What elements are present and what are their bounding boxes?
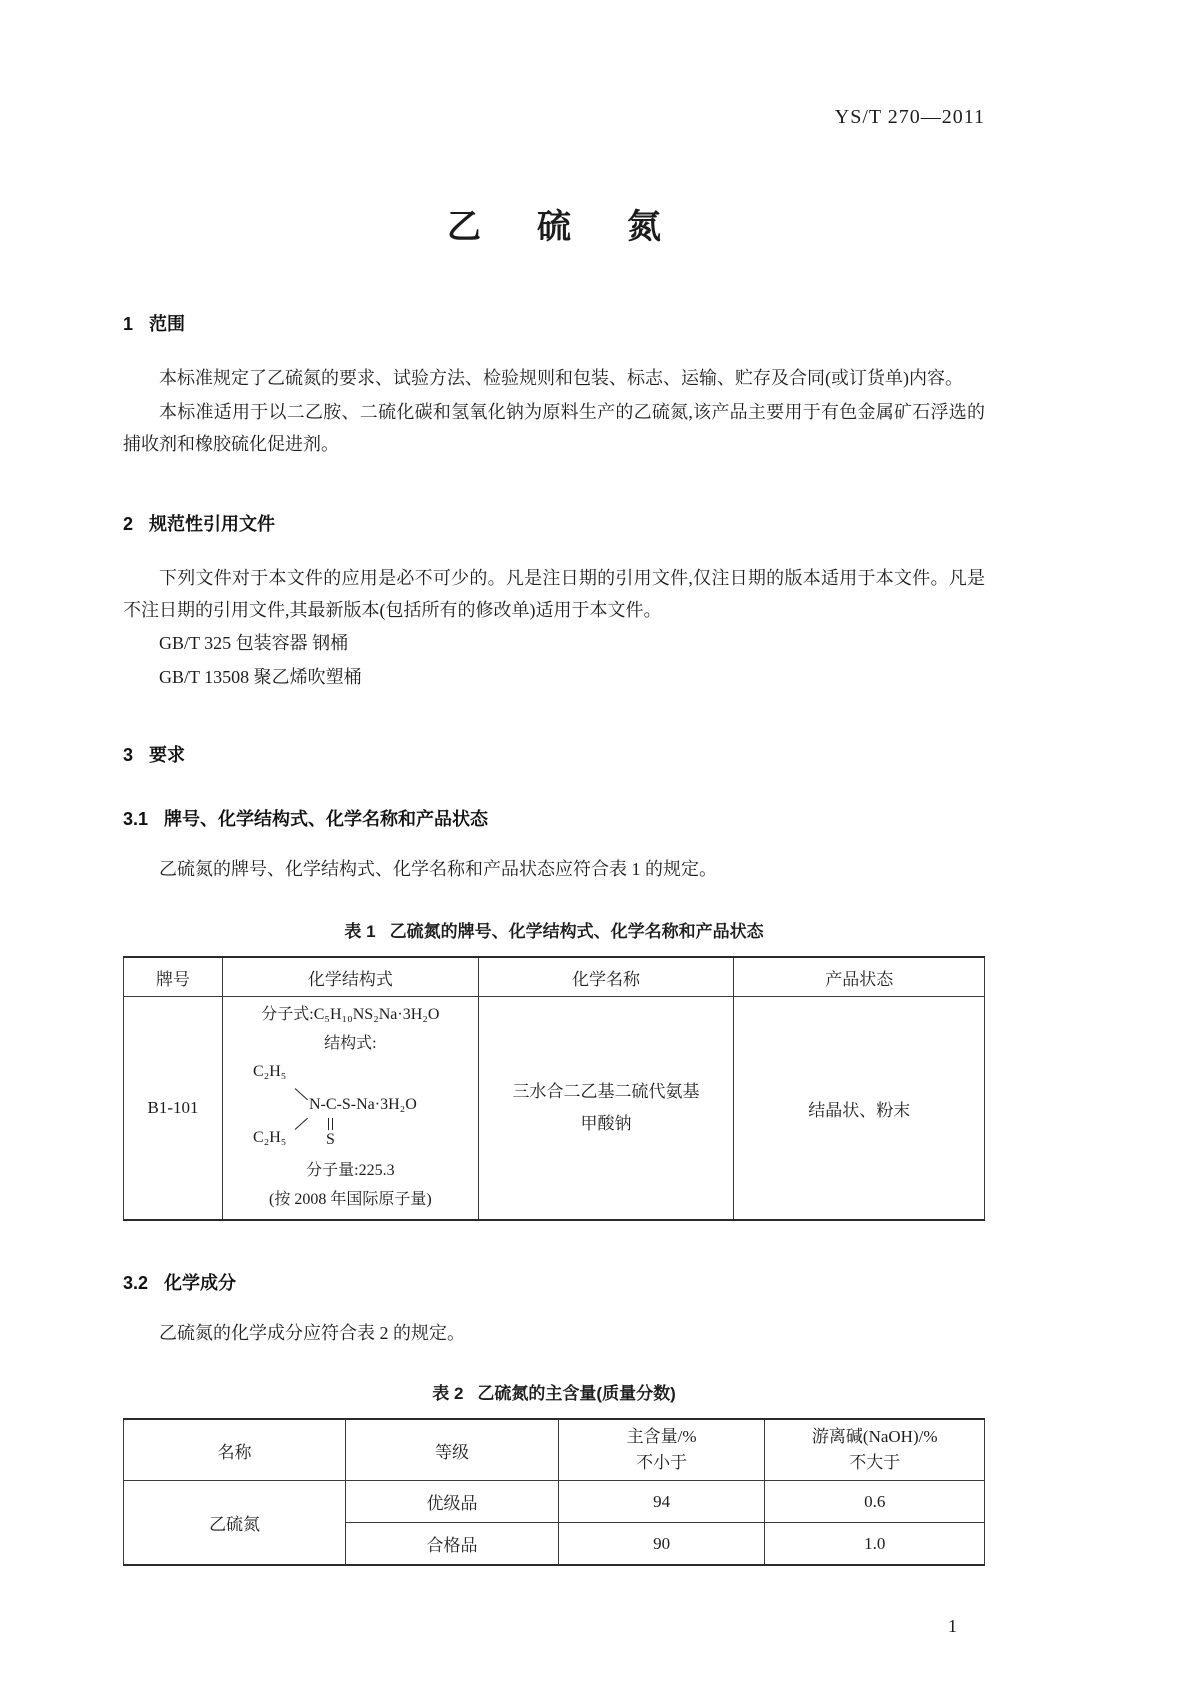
ethyl-group-top: C₂H₅	[253, 1063, 287, 1081]
table-2-caption	[123, 1379, 985, 1404]
reference-gbt-325: GB/T 325 包装容器 钢桶	[159, 633, 349, 654]
table1-brand-cell: B1-101	[124, 997, 223, 1220]
table2-grade-cell: 合格品	[346, 1523, 559, 1565]
table1-header-brand: 牌号	[124, 957, 223, 997]
table1-header-name: 化学名称	[478, 957, 734, 997]
table2-grade-cell: 优级品	[346, 1481, 559, 1523]
structure-label: 结构式:	[324, 1035, 377, 1053]
page-title: 乙硫氮	[447, 208, 717, 246]
table-2-caption-text: 乙硫氮的主含量(质量分数)	[477, 1383, 676, 1403]
table2-header-grade: 等级	[346, 1419, 559, 1481]
table2-header-alkali	[765, 1419, 985, 1481]
section-3-2-heading	[123, 1269, 985, 1295]
table-2	[123, 1418, 985, 1566]
table-2-header-row	[124, 1419, 985, 1481]
table-1-caption-text: 乙硫氮的牌号、化学结构式、化学名称和产品状态	[389, 921, 764, 941]
ethyl-group-bottom: C₂H₅	[253, 1129, 287, 1147]
section-1-heading	[123, 310, 985, 336]
table2-header-content-line1: 主含量/%	[626, 1426, 697, 1446]
table-1-caption-number: 表 1	[344, 921, 376, 941]
section-3-1-title: 牌号、化学结构式、化学名称和产品状态	[164, 808, 489, 829]
section-3-1-number: 3.1	[123, 808, 149, 829]
main-chain: N-C-S-Na·3H₂O	[309, 1096, 417, 1114]
table2-product-cell: 乙硫氮	[124, 1481, 346, 1565]
page-number: 1	[948, 1615, 957, 1636]
section-3-title: 要求	[149, 744, 186, 765]
section-3-1-paragraph: 乙硫氮的牌号、化学结构式、化学名称和产品状态应符合表 1 的规定。	[159, 858, 717, 879]
reference-gbt-13508: GB/T 13508 聚乙烯吹塑桶	[159, 666, 362, 687]
table-2-row-premium	[124, 1481, 985, 1523]
section-3-heading	[123, 741, 985, 767]
table1-structure-cell	[223, 997, 479, 1220]
section-2-paragraph-1: 下列文件对于本文件的应用是必不可少的。凡是注日期的引用文件,仅注日期的版本适用于本文件。凡是不注日期的引用文件,其最新版本(包括所有的修改单)适用于本文件。	[123, 568, 985, 621]
section-3-number: 3	[123, 744, 134, 765]
table1-product-state-cell: 结晶状、粉末	[734, 997, 985, 1220]
table2-content-cell: 94	[558, 1481, 765, 1523]
section-3-1-heading	[123, 805, 985, 831]
table-1-header-row	[124, 957, 985, 997]
molecular-weight: 分子量:225.3	[306, 1162, 395, 1180]
table2-alkali-cell: 1.0	[765, 1523, 985, 1565]
double-bond	[328, 1118, 333, 1130]
atomic-weight-note: (按 2008 年国际原子量)	[269, 1190, 432, 1208]
bond-line-bottom	[295, 1118, 308, 1130]
table2-header-content-line2: 不小于	[636, 1453, 688, 1473]
table2-header-alkali-line2: 不大于	[849, 1453, 901, 1473]
section-3-2-title: 化学成分	[164, 1272, 237, 1293]
section-2-number: 2	[123, 514, 134, 535]
molecular-formula: 分子式:C₅H₁₀NS₂Na·3H₂O	[261, 1006, 440, 1024]
table-2-caption-number: 表 2	[432, 1383, 464, 1403]
chemical-name-line2: 甲酸钠	[580, 1114, 632, 1134]
table1-chemical-name-cell	[478, 997, 734, 1220]
table1-header-structure: 化学结构式	[223, 957, 479, 997]
bond-line-top	[295, 1088, 308, 1100]
table1-header-state: 产品状态	[734, 957, 985, 997]
table2-content-cell: 90	[558, 1523, 765, 1565]
table2-header-content	[558, 1419, 765, 1481]
section-2-heading	[123, 510, 985, 536]
table-1	[123, 956, 985, 1221]
doc-number: YS/T 270—2011	[834, 106, 985, 128]
section-2-title: 规范性引用文件	[149, 514, 276, 535]
section-1-paragraph-2: 本标准适用于以二乙胺、二硫化碳和氢氧化钠为原料生产的乙硫氮,该产品主要用于有色金属矿石浮选的捕收剂和橡胶硫化促进剂。	[123, 402, 985, 455]
section-3-2-paragraph: 乙硫氮的化学成分应符合表 2 的规定。	[159, 1322, 465, 1343]
table2-header-alkali-line1: 游离碱(NaOH)/%	[811, 1426, 938, 1446]
section-1-number: 1	[123, 314, 134, 334]
section-1-paragraph-1: 本标准规定了乙硫氮的要求、试验方法、检验规则和包装、标志、运输、贮存及合同(或订货单)内容。	[159, 368, 963, 388]
table2-alkali-cell: 0.6	[765, 1481, 985, 1523]
sulfur-atom: S	[326, 1131, 335, 1149]
chemical-structure-diagram	[247, 1063, 472, 1155]
section-1-title: 范围	[149, 314, 186, 334]
section-3-2-number: 3.2	[123, 1272, 149, 1293]
table-1-caption	[123, 917, 985, 942]
chemical-name-line1: 三水合二乙基二硫代氨基	[512, 1081, 700, 1101]
table-1-data-row	[124, 997, 985, 1220]
table2-header-name: 名称	[124, 1419, 346, 1481]
